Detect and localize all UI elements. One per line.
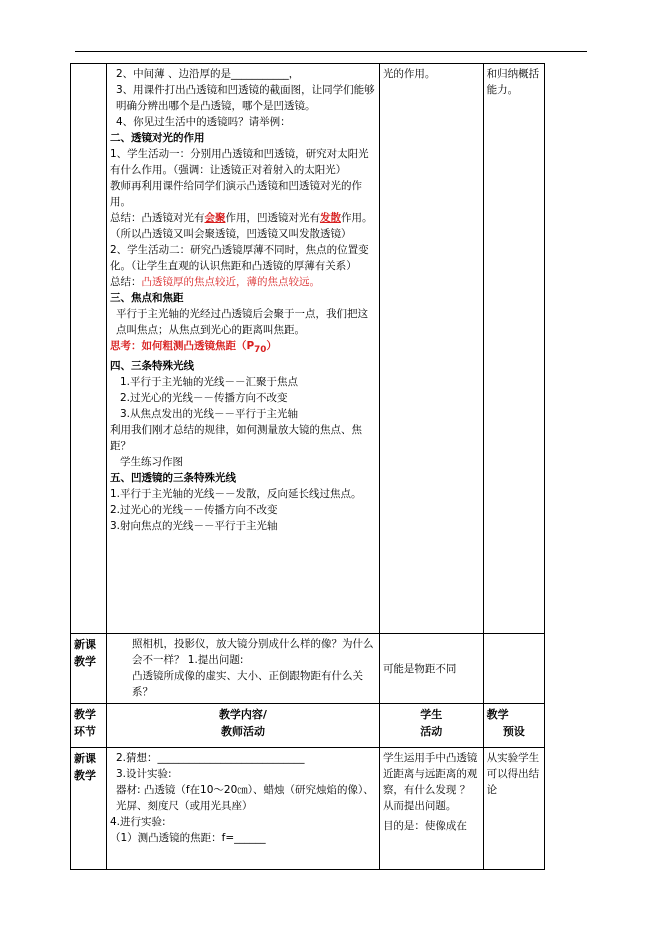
line-item-2: 2、中间薄 、边沿厚的是___________， (115, 68, 300, 80)
student-activity-cell: 学生运用手中凸透镜近距离与远距离的观察，有什么发现 ？从而提出问题。 目的是：使像成在 (379, 748, 483, 870)
ray-convex-3: 3.从焦点发出的光线－－平行于主光轴 (119, 408, 298, 421)
header-content: 教学内容/ 教师活动 (106, 704, 379, 748)
summary-one: 总结：凸透镜对光有会聚作用，凹透镜对光有发散作用。 (109, 212, 373, 224)
header-rule (75, 51, 587, 52)
focus-definition: 平行于主光轴的光经过凸透镜后会聚于一点，我们把这点叫焦点；从焦点到光心的距离叫焦距。 (115, 308, 368, 336)
table-header-row (71, 704, 545, 748)
section-title-2: 二、透镜对光的作用 (109, 132, 205, 144)
content-cell (106, 64, 379, 634)
student-activity-cell: 可能是物距不同 (379, 634, 483, 704)
summary-two-text: 凸透镜厚的焦点较近，薄的焦点较远。 (141, 276, 320, 288)
teacher-demo: 教师再利用课件给同学们演示凸透镜和凹透镜对光的作用。 (109, 180, 362, 208)
ray-convex-1: 1.平行于主光轴的光线－－汇聚于焦点 (119, 376, 298, 389)
table-row-continuation (71, 64, 545, 634)
note-one: （所以凸透镜又叫会聚透镜，凹透镜又叫发散透镜） (109, 228, 352, 240)
content-cell (106, 748, 379, 870)
think-question: 思考：如何粗测凸透镜焦距$(P_{70})$ (109, 340, 277, 356)
problem-statement: 凸透镜所成像的虚实、大小、正倒跟物距有什么关系？ (131, 670, 363, 698)
preset-cell: 和归纳概括能力。 (483, 64, 544, 634)
stage-label: 新课教学 (71, 634, 107, 704)
line-item-3: 3、用课件打出凸透镜和凹透镜的截面图，让同学们能够明确分辨出哪个是凸透镜，哪个是凹透镜。 (115, 84, 375, 112)
section-title-4: 四、三条特殊光线 (109, 360, 194, 373)
focus-question: 利用我们刚才总结的规律，如何测量放大镜的焦点、焦距？ (109, 424, 362, 453)
preset-cell: 从实验学生可以得出结论 (483, 748, 544, 870)
activity-one: 1、学生活动一：分别用凸透镜和凹透镜，研究对太阳光有什么作用。（强调：让透镜正对着射入的太阳光） (109, 148, 369, 176)
line-item-4: 4、你见过生活中的透镜吗？请举例： (115, 116, 291, 128)
content-cell (106, 634, 379, 704)
guess-line: 2.猜想：____________________________ (115, 752, 305, 764)
header-student: 学生 活动 (379, 704, 483, 748)
keyword-converge: 会聚 (204, 212, 226, 224)
ray-concave-1: 1.平行于主光轴的光线－－发散，反向延长线过焦点。 (109, 488, 362, 501)
header-stage: 教学环节 (71, 704, 107, 748)
equipment-line: 器材: 凸透镜（f在10～20㎝）、蜡烛（研究烛焰的像）、光屏、刻度尺（或用光具座） (115, 784, 374, 812)
ray-concave-3: 3.射向焦点的光线－－平行于主光轴 (109, 520, 278, 533)
experiment-line: 4.进行实验: (109, 816, 166, 828)
ray-convex-2: 2.过光心的光线－－传播方向不改变 (119, 392, 288, 405)
stage-label: 新课教学 (71, 748, 107, 870)
activity-two: 2、学生活动二：研究凸透镜厚薄不同时，焦点的位置变化。（让学生直观的认识焦距和凸透镜的厚薄有关系） (109, 244, 369, 272)
keyword-diverge: 发散 (319, 212, 341, 224)
ray-concave-2: 2.过光心的光线－－传播方向不改变 (109, 504, 278, 517)
practice-text: 学生练习作图 (119, 456, 183, 469)
student-activity-cell: 光的作用。 (379, 64, 483, 634)
summary-two: 总结：凸透镜厚的焦点较近，薄的焦点较远。 (109, 276, 320, 288)
preset-cell (483, 634, 544, 704)
stage-cell (71, 64, 107, 634)
section-title-3: 三、焦点和焦距 (109, 292, 184, 304)
section-title-5: 五、凹透镜的三条特殊光线 (109, 472, 236, 485)
lesson-plan-table (70, 63, 545, 870)
header-preset: 教学 预设 (483, 704, 544, 748)
table-row-experiment (71, 748, 545, 870)
measure-line: （1）测凸透镜的焦距：f=______ (109, 832, 266, 844)
intro-question: 照相机，投影仪，放大镜分别成什么样的像？为什么会不一样？ 1.提出问题: (131, 638, 374, 666)
table-row-new-lesson (71, 634, 545, 704)
design-line: 3.设计实验: (115, 768, 172, 780)
